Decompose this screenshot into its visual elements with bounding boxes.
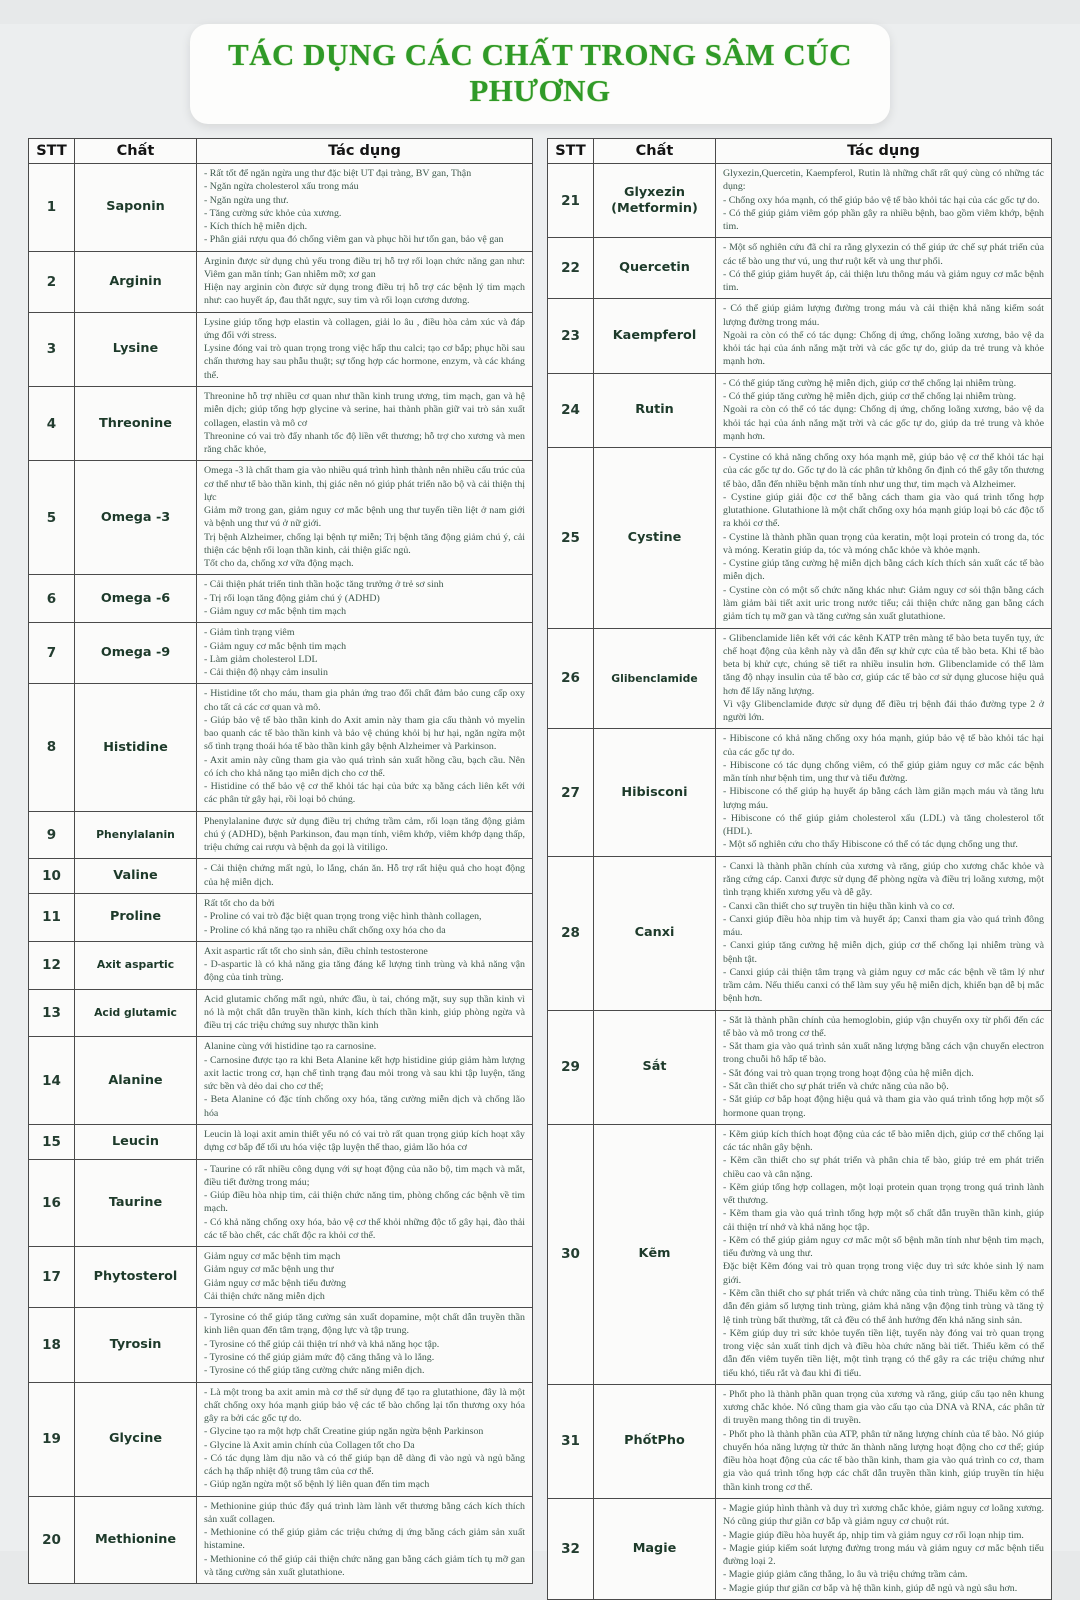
row-number: 12	[29, 941, 75, 989]
substance-name: Canxi	[594, 856, 716, 1010]
effect-line: - Canxi giúp điều hòa nhịp tim và huyết áp; Canxi tham gia vào quá trình đông máu.	[723, 913, 1044, 939]
substances-table-left	[28, 138, 533, 1584]
row-number: 17	[29, 1247, 75, 1308]
effect-line: Axit aspartic rất tốt cho sinh sản, điều chỉnh testosterone	[204, 945, 428, 957]
effect-line: - Rất tốt để ngăn ngừa ung thư đặc biệt UT đại tràng, BV gan, Thận	[204, 168, 472, 179]
table-row	[548, 373, 1052, 447]
effect-line: - Phốt pho là thành phần quan trọng của xương và răng, giúp cấu tạo nên khung xương chắc khỏe. Nó cũng tham gia vào cấu tạo của DNA và RNA, các phân tử di truyền mang thông tin di truyền.	[723, 1388, 1044, 1427]
effect-line: - Giảm tình trạng viêm	[204, 627, 295, 639]
effect-line: - Tyrosine có thể giúp tăng cường sản xuất dopamine, một chất dẫn truyền thần kinh liên quan đến tâm trạng, động lực và tập trung.	[204, 1312, 525, 1337]
effects-text	[716, 1124, 1052, 1384]
table-row	[29, 1308, 533, 1382]
effect-line: Lysine giúp tổng hợp elastin và collagen, giải lo âu , điều hòa cảm xúc và đáp ứng đối với stress.	[204, 316, 525, 341]
row-number: 30	[548, 1124, 594, 1384]
page-title: TÁC DỤNG CÁC CHẤT TRONG SÂM CÚC PHƯƠNG	[227, 37, 853, 108]
table-row	[548, 1498, 1052, 1599]
effect-line: - Ngăn ngừa cholesterol xấu trong máu	[204, 181, 359, 193]
column-header-chat: Chất	[594, 139, 716, 164]
table-row	[29, 941, 533, 989]
table-row	[548, 238, 1052, 299]
effect-line: - Taurine có rất nhiều công dụng với sự hoạt động của não bộ, tim mạch và mắt, điều tiết đường trong máu;	[204, 1163, 525, 1188]
effect-line: - Cystine còn có một số chức năng khác như: Giảm nguy cơ sỏi thận bằng cách làm giảm bài tiết axit uric trong nước tiểu; cải thiện chức năng gan bằng cách giảm tích tụ mỡ gan và tăng cường sản xuất glutathione.	[723, 584, 1044, 623]
effects-text	[197, 1308, 533, 1382]
effects-text	[197, 1125, 533, 1160]
effect-line: - Hibiscone có thể giúp hạ huyết áp bằng cách làm giãn mạch máu và tăng lưu lượng máu.	[723, 786, 1044, 811]
row-number: 8	[29, 684, 75, 811]
document-page	[0, 24, 1080, 1594]
effect-line: - Magie giúp giảm căng thẳng, lo âu và triệu chứng trầm cảm.	[723, 1569, 968, 1581]
substance-name: Rutin	[594, 373, 716, 447]
effect-line: - Giúp điều hòa nhịp tim, cải thiện chức năng tim, phòng chống các bệnh về tim mạch.	[204, 1190, 525, 1215]
effects-text	[716, 164, 1052, 238]
effect-line: - Methionine có thể giúp giảm các triệu chứng dị ứng bằng cách giảm sản xuất histamine.	[204, 1527, 525, 1552]
effect-line: - Hibiscone có thể giúp giảm cholesterol xấu (LDL) và tăng cholesterol tốt (HDL).	[723, 812, 1044, 838]
effects-text	[197, 894, 533, 942]
effects-text	[197, 461, 533, 575]
effect-line: - Glibenclamide liên kết với các kênh KATP trên màng tế bào beta tuyến tụy, ức chế hoạt động của kênh này và dẫn đến sự khử cực của tế bào beta. Khi tế bào beta bị khử cực, chúng sẽ tiết ra nhiều insulin hơn. Glibenclamide có thể làm tăng độ nhạy insulin của tế bào cơ, giúp các tế bào cơ sử dụng glucose hiệu quả hơn để lấy năng lượng.	[723, 632, 1044, 697]
effect-line: - Canxi là thành phần chính của xương và răng, giúp cho xương chắc khỏe và răng cứng cáp. Canxi được sử dụng để phòng ngừa và điều trị loãng xương, một tình trạng khiến xương yếu và dễ gãy.	[723, 860, 1044, 899]
substance-name: Phytosterol	[75, 1247, 197, 1308]
effect-line: - Có thể giúp tăng cường hệ miễn dịch, giúp cơ thể chống lại nhiễm trùng.	[723, 390, 1017, 402]
effects-text	[197, 312, 533, 386]
effects-text	[197, 1496, 533, 1584]
row-number: 27	[548, 729, 594, 856]
effects-text	[716, 1010, 1052, 1124]
table-row	[29, 989, 533, 1037]
effect-line: - Có thể giúp tăng cường hệ miễn dịch, giúp cơ thể chống lại nhiễm trùng.	[723, 377, 1017, 389]
effect-line: - Sắt cần thiết cho sự phát triển và chức năng của não bộ.	[723, 1081, 949, 1092]
row-number: 11	[29, 894, 75, 942]
effect-line: - Cải thiện phát triển tinh thần hoặc tăng trưởng ở trẻ sơ sinh	[204, 579, 444, 591]
table-row	[29, 684, 533, 811]
row-number: 16	[29, 1159, 75, 1247]
table-row	[29, 1159, 533, 1247]
effect-line: - Proline có vai trò đặc biệt quan trọng trong việc hình thành collagen,	[204, 911, 482, 923]
effects-text	[197, 859, 533, 894]
effect-line: Lysine đóng vai trò quan trọng trong việc hấp thu calci; tạo cơ bắp; phục hồi sau chấn thương hay sau phẫu thuật; sự tổng hợp các hormone, enzym, và các kháng thể.	[204, 343, 525, 381]
effect-line: - Cystine có khả năng chống oxy hóa mạnh mẽ, giúp bảo vệ cơ thể khỏi tác hại của các gốc tự do. Gốc tự do là các phân tử không ổn định có thể gây tổn thương tế bào, dẫn đến nhiều bệnh mãn tính như ung thư, tim mạch và Alzheimer.	[723, 452, 1044, 490]
effect-line: - Magie giúp điều hòa huyết áp, nhịp tim và giảm nguy cơ rối loạn nhịp tim.	[723, 1529, 1024, 1541]
substance-name: PhốtPho	[594, 1384, 716, 1498]
effect-line: - Glycine là Axit amin chính của Collagen tốt cho Da	[204, 1439, 415, 1451]
column-header-stt: STT	[548, 139, 594, 164]
row-number: 32	[548, 1498, 594, 1599]
effect-line: - Cải thiện độ nhạy cảm insulin	[204, 667, 328, 679]
effect-line: Glyxezin,Quercetin, Kaempferol, Rutin là những chất rất quý cùng có những tác dụng:	[723, 168, 1044, 193]
effect-line: Threonine hỗ trợ nhiều cơ quan như thần kinh trung ương, tim mạch, gan và hệ miễn dịch; giúp tổng hợp glycine và serine, hai thành phần giữ vai trò sản xuất collagen, elastin và mô cơ	[204, 390, 525, 429]
effect-line: Acid glutamic chống mất ngủ, nhức đầu, ù tai, chóng mặt, suy sụp thần kinh vì nó là một chất dẫn truyền thần kinh, kích thích thần kinh, giúp phòng ngừa và điều trị các triệu chứng suy nhược thần kinh	[204, 993, 525, 1032]
title-card	[190, 24, 890, 124]
substance-name: Taurine	[75, 1159, 197, 1247]
table-row	[29, 251, 533, 312]
effect-line: - Kích thích hệ miễn dịch.	[204, 221, 308, 233]
effect-line: - Sắt tham gia vào quá trình sản xuất năng lượng bằng cách vận chuyển electron trong chuỗi hô hấp tế bào.	[723, 1041, 1044, 1066]
substance-name: Leucin	[75, 1125, 197, 1160]
effect-line: - Kẽm giúp kích thích hoạt động của các tế bào miễn dịch, giúp cơ thể chống lại các tác nhân gây bệnh.	[723, 1128, 1044, 1154]
table-row	[548, 299, 1052, 373]
effects-text	[716, 448, 1052, 628]
table-row	[29, 575, 533, 623]
table-row	[29, 623, 533, 684]
row-number: 18	[29, 1308, 75, 1382]
effect-line: - Canxi giúp cải thiện tâm trạng và giảm nguy cơ mắc các bệnh về tâm lý như trầm cảm. Nếu thiếu canxi có thể làm suy yếu hệ miễn dịch, khiến bạn dễ bị mắc bệnh hơn.	[723, 966, 1044, 1005]
effect-line: - Một số nghiên cứu đã chỉ ra rằng glyxezin có thể giúp ức chế sự phát triển của các tế bào ung thư vú, ung thư ruột kết và ung thư phổi.	[723, 242, 1044, 267]
effects-text	[716, 1498, 1052, 1599]
effect-line: - Carnosine được tạo ra khi Beta Alanine kết hợp histidine giúp giảm hàm lượng axit lactic trong cơ, hạn chế tình trạng đau mỏi trong và sau khi tập luyện, tăng sức bền và dẻo dai cho cơ thể;	[204, 1054, 525, 1093]
effects-text	[197, 1159, 533, 1247]
effect-line: - Glycine tạo ra một hợp chất Creatine giúp ngăn ngừa bệnh Parkinson	[204, 1426, 484, 1438]
effect-line: Omega -3 là chất tham gia vào nhiều quá trình hình thành nên nhiều cấu trúc của cơ thể như tế bào thần kinh, thị giác nên nó giúp phát triển não bộ và cải thiện thị lực	[204, 465, 526, 503]
table-row	[548, 729, 1052, 856]
effect-line: Cải thiện chức năng miễn dịch	[204, 1290, 325, 1302]
substance-name: Cystine	[594, 448, 716, 628]
substance-name: Lysine	[75, 312, 197, 386]
effect-line: - Chống oxy hóa mạnh, có thể giúp bảo vệ tế bào khỏi tác hại của các gốc tự do.	[723, 194, 1040, 206]
effect-line: Giảm nguy cơ mắc bệnh ung thư	[204, 1264, 334, 1276]
row-number: 5	[29, 461, 75, 575]
effect-line: - D-aspartic là có khả năng gia tăng đáng kể lượng tinh trùng và khả năng vận động của tinh trùng.	[204, 959, 525, 984]
effect-line: Threonine có vai trò đẩy nhanh tốc độ liền vết thương; hỗ trợ cho xương và men răng chắc khỏe,	[204, 430, 525, 456]
column-header-tacdung: Tác dụng	[716, 139, 1052, 164]
substance-name: Phenylalanin	[75, 811, 197, 859]
row-number: 13	[29, 989, 75, 1037]
row-number: 1	[29, 164, 75, 252]
effect-line: - Tyrosine có thể giúp giảm mức độ căng thẳng và lo lắng.	[204, 1351, 435, 1363]
effect-line: - Kẽm có thể giúp giảm nguy cơ mắc một số bệnh mãn tính như bệnh tim mạch, tiểu đường và ung thư.	[723, 1234, 1044, 1260]
effect-line: - Hibiscone có khả năng chống oxy hóa mạnh, giúp bảo vệ tế bào khỏi tác hại của các gốc tự do.	[723, 733, 1044, 758]
row-number: 23	[548, 299, 594, 373]
effects-text	[197, 575, 533, 623]
header-row	[548, 139, 1052, 164]
effect-line: Hiện nay arginin còn được sử dụng trong điều trị hỗ trợ các bệnh lý tim mạch như: cao huyết áp, đau thắt ngực, suy tim và rối loạn cương dương.	[204, 282, 525, 307]
effect-line: - Phốt pho là thành phần của ATP, phân tử năng lượng chính của tế bào. Nó giúp chuyển hóa năng lượng từ thức ăn thành năng lượng hoạt động cho cơ thể; giúp điều hòa hoạt động của các tế bào thần kinh, tham gia vào quá trình co cơ, tham gia vào quá trình tổng hợp các chất dẫn truyền thần kinh, giúp truyền tín hiệu thần kinh trong cơ thể.	[723, 1428, 1044, 1493]
effect-line: - Magie giúp thư giãn cơ bắp và hệ thần kinh, giúp dễ ngủ và ngủ sâu hơn.	[723, 1582, 1018, 1594]
table-row	[29, 1247, 533, 1308]
effect-line: - Tyrosine có thể giúp tăng cường chức năng miễn dịch.	[204, 1365, 425, 1377]
substance-name: Magie	[594, 1498, 716, 1599]
row-number: 24	[548, 373, 594, 447]
substance-name: Methionine	[75, 1496, 197, 1584]
effects-text	[716, 628, 1052, 729]
row-number: 7	[29, 623, 75, 684]
substance-name: Saponin	[75, 164, 197, 252]
effects-text	[716, 299, 1052, 373]
effect-line: - Ngăn ngừa ung thư.	[204, 194, 289, 206]
row-number: 20	[29, 1496, 75, 1584]
column-header-chat: Chất	[75, 139, 197, 164]
effects-text	[197, 1382, 533, 1496]
table-row	[29, 811, 533, 859]
effects-text	[716, 1384, 1052, 1498]
effect-line: Trị bệnh Alzheimer, chống lại bệnh tự miễn; Trị bệnh tăng động giảm chú ý, cải thiện các bệnh rối loạn thần kinh, cải thiện giấc ngủ.	[204, 531, 525, 556]
substance-name: Acid glutamic	[75, 989, 197, 1037]
table-row	[29, 859, 533, 894]
effect-line: - Cystine giúp tăng cường hệ miễn dịch bằng cách kích thích sản xuất các tế bào miễn dịch.	[723, 558, 1044, 583]
substance-name: Omega -6	[75, 575, 197, 623]
table-row	[29, 894, 533, 942]
table-row	[548, 1010, 1052, 1124]
effects-text	[716, 373, 1052, 447]
table-row	[548, 1384, 1052, 1498]
effects-text	[197, 989, 533, 1037]
substance-name: Quercetin	[594, 238, 716, 299]
table-row	[29, 1382, 533, 1496]
row-number: 9	[29, 811, 75, 859]
row-number: 4	[29, 386, 75, 460]
effect-line: - Giúp ngăn ngừa một số bệnh lý liên quan đến tim mạch	[204, 1479, 430, 1491]
substances-table-right	[547, 138, 1052, 1600]
header-row	[29, 139, 533, 164]
effects-text	[716, 729, 1052, 856]
column-header-tacdung: Tác dụng	[197, 139, 533, 164]
table-row	[548, 164, 1052, 238]
effects-text	[197, 1247, 533, 1308]
row-number: 21	[548, 164, 594, 238]
effect-line: Ngoài ra còn có thể có tác dụng: Chống dị ứng, chống loãng xương, bảo vệ da khỏi tác hại của ánh nắng mặt trời và các gốc tự do, giúp da trẻ trung và khỏe mạnh hơn.	[723, 404, 1044, 442]
effect-line: Alanine cùng với histidine tạo ra carnosine.	[204, 1041, 377, 1053]
effect-line: Tốt cho da, chống xơ vữa động mạch.	[204, 558, 354, 570]
substance-name: Valine	[75, 859, 197, 894]
effect-line: - Là một trong ba axit amin mà cơ thể sử dụng để tạo ra glutathione, đây là một chất chống oxy hóa mạnh giúp bảo vệ các tế bào chống lại tổn thương oxy hóa gây ra bởi các gốc tự do.	[204, 1386, 525, 1425]
effect-line: - Giúp bảo vệ tế bào thần kinh do Axit amin này tham gia cấu thành vỏ myelin bao quanh các tế bào thần kinh và bảo vệ chúng khỏi bị hư hại, ngăn ngừa một số tình trạng thoái hóa tế bào thần kinh gây bệnh Alzheimer và Parkinson.	[204, 714, 525, 753]
effect-line: - Phân giải rượu qua đó chống viêm gan và phục hồi hư tổn gan, bảo vệ gan	[204, 234, 504, 246]
substance-name: Glycine	[75, 1382, 197, 1496]
effect-line: - Có tác dụng làm dịu não và có thể giúp bạn dễ dàng đi vào ngủ và ngủ bằng cách hạ thấp nhiệt độ trung tâm của cơ thể.	[204, 1452, 525, 1478]
row-number: 6	[29, 575, 75, 623]
effects-text	[197, 811, 533, 859]
effect-line: - Cystine giúp giải độc cơ thể bằng cách tham gia vào quá trình tổng hợp glutathione. Glutathione là một chất chống oxy hóa mạnh giúp loại bỏ các độc tố ra khỏi cơ thể.	[723, 491, 1044, 530]
effect-line: - Sắt đóng vai trò quan trọng trong hoạt động của hệ miễn dịch.	[723, 1067, 974, 1079]
effect-line: - Giảm nguy cơ mắc bệnh tim mạch	[204, 640, 347, 652]
tables-container	[0, 138, 1080, 1600]
row-number: 31	[548, 1384, 594, 1498]
effect-line: Phenylalanine được sử dụng điều trị chứng trầm cảm, rối loạn tăng động giảm chú ý (ADHD), bệnh Parkinson, đau mạn tính, viêm khớp, viêm khớp dạng thấp, triệu chứng cai rượu và bệnh da gọi là vitiligo.	[204, 815, 525, 854]
effect-line: Ngoài ra còn có thể có tác dụng: Chống dị ứng, chống loãng xương, bảo vệ da khỏi tác hại của ánh nắng mặt trời và các gốc tự do, giúp da trẻ trung và khỏe mạnh hơn.	[723, 329, 1044, 368]
effect-line: - Cải thiện chứng mất ngủ, lo lắng, chán ăn. Hỗ trợ rất hiệu quả cho hoạt động của hệ miễn dịch.	[204, 863, 525, 888]
effect-line: Giảm nguy cơ mắc bệnh tiểu đường	[204, 1277, 346, 1289]
effect-line: - Có thể giúp giảm huyết áp, cải thiện lưu thông máu và giảm nguy cơ mắc bệnh tim.	[723, 268, 1044, 294]
row-number: 26	[548, 628, 594, 729]
effect-line: - Magie giúp kiểm soát lượng đường trong máu và giảm nguy cơ mắc bệnh tiểu đường loại 2.	[723, 1542, 1044, 1568]
effect-line: - Cystine là thành phần quan trọng của keratin, một loại protein có trong da, tóc và móng. Keratin giúp da, tóc và móng chắc khỏe và khỏe mạnh.	[723, 531, 1044, 556]
effect-line: - Proline có khả năng tạo ra nhiều chất chống oxy hóa cho da	[204, 924, 446, 936]
effects-text	[716, 856, 1052, 1010]
effect-line: Giảm nguy cơ mắc bệnh tim mạch	[204, 1251, 341, 1263]
effect-line: - Kẽm tham gia vào quá trình tổng hợp một số chất dẫn truyền thần kinh, giúp cải thiện trí nhớ và khả năng học tập.	[723, 1208, 1044, 1233]
effect-line: - Có khả năng chống oxy hóa, bảo vệ cơ thể khỏi những độc tố gây hại, đào thải các tế bào chết, các chất độc ra khỏi cơ thể.	[204, 1216, 525, 1241]
effect-line: - Histidine có thể bảo vệ cơ thể khỏi tác hại của bức xạ bằng cách liên kết với các phân tử gây hại, rồi loại bỏ chúng.	[204, 781, 525, 806]
table-row	[29, 1496, 533, 1584]
substance-name: Glibenclamide	[594, 628, 716, 729]
substance-name: Omega -3	[75, 461, 197, 575]
effect-line: - Giảm nguy cơ mắc bệnh tim mạch	[204, 605, 347, 617]
substance-name: Omega -9	[75, 623, 197, 684]
row-number: 15	[29, 1125, 75, 1160]
substance-name: Alanine	[75, 1037, 197, 1125]
effect-line: - Methionine có thể giúp cải thiện chức năng gan bằng cách giảm tích tụ mỡ gan và tăng cường sản xuất glutathione.	[204, 1553, 525, 1578]
effect-line: - Kẽm cần thiết cho sự phát triển và chức năng của tinh trùng. Thiếu kẽm có thể dẫn đến giảm số lượng tinh trùng, giảm khả năng vận động tinh trùng và tăng tỷ lệ tinh trùng bất thường, tất cả đều có thể ảnh hưởng đến khả năng sinh sản.	[723, 1287, 1044, 1326]
substance-name: Tyrosin	[75, 1308, 197, 1382]
substance-name: Glyxezin (Metformin)	[594, 164, 716, 238]
effect-line: Vì vậy Glibenclamide được sử dụng để điều trị bệnh đái tháo đường type 2 ở người lớn.	[723, 698, 1044, 724]
row-number: 2	[29, 251, 75, 312]
table-row	[548, 1124, 1052, 1384]
effect-line: Đặc biệt Kẽm đóng vai trò quan trọng trong việc duy trì sức khỏe sinh lý nam giới.	[723, 1261, 1044, 1286]
effect-line: - Kẽm cần thiết cho sự phát triển và phân chia tế bào, giúp trẻ em phát triển chiều cao và cân nặng.	[723, 1155, 1044, 1180]
effects-text	[197, 386, 533, 460]
row-number: 19	[29, 1382, 75, 1496]
table-row	[29, 1037, 533, 1125]
substance-name: Axit aspartic	[75, 941, 197, 989]
table-row	[29, 386, 533, 460]
row-number: 3	[29, 312, 75, 386]
effect-line: - Có thể giúp giảm viêm góp phần gây ra nhiều bệnh, bao gồm viêm khớp, bệnh tim.	[723, 207, 1044, 233]
effect-line: Giảm mỡ trong gan, giảm nguy cơ mắc bệnh ung thư tuyến tiền liệt ở nam giới và bệnh ung thư vú ở nữ giới.	[204, 505, 525, 530]
effects-text	[716, 238, 1052, 299]
table-row	[548, 856, 1052, 1010]
substance-name: Sắt	[594, 1010, 716, 1124]
effects-text	[197, 251, 533, 312]
table-row	[29, 164, 533, 252]
effect-line: - Sắt là thành phần chính của hemoglobin, giúp vận chuyển oxy từ phổi đến các tế bào và mô trong cơ thể.	[723, 1014, 1044, 1039]
effect-line: - Một số nghiên cứu cho thấy Hibiscone có thể có tác dụng chống ung thư.	[723, 839, 1018, 851]
effect-line: Arginin được sử dụng chủ yếu trong điều trị hỗ trợ rối loạn chức năng gan như: Viêm gan mãn tính; Gan nhiễm mỡ; xơ gan	[204, 255, 525, 280]
substance-name: Arginin	[75, 251, 197, 312]
effect-line: - Canxi giúp tăng cường hệ miễn dịch, giúp cơ thể chống lại nhiễm trùng và bệnh tật.	[723, 940, 1044, 965]
effect-line: - Tăng cường sức khỏe của xương.	[204, 207, 342, 219]
row-number: 10	[29, 859, 75, 894]
substance-name: Threonine	[75, 386, 197, 460]
effect-line: - Có thể giúp giảm lượng đường trong máu và cải thiện khả năng kiểm soát lượng đường trong máu.	[723, 303, 1044, 328]
effect-line: Leucin là loại axit amin thiết yếu nó có vai trò rất quan trọng giúp kích hoạt xây dựng cơ bắp để tối ưu hóa việc tập luyện thể thao, giảm lão hóa cơ	[204, 1129, 525, 1154]
effect-line: - Làm giảm cholesterol LDL	[204, 653, 318, 665]
substance-name: Kaempferol	[594, 299, 716, 373]
table-row	[29, 1125, 533, 1160]
table-row	[548, 448, 1052, 628]
effects-text	[197, 684, 533, 811]
effects-text	[197, 623, 533, 684]
effect-line: - Axit amin này cũng tham gia vào quá trình sản xuất hồng cầu, bạch cầu. Nên có ích cho khả năng tạo miễn dịch cho cơ thể.	[204, 754, 525, 779]
effect-line: - Kẽm giúp duy trì sức khỏe tuyến tiền liệt, tuyến này đóng vai trò quan trọng trong việc sản xuất tinh dịch và điều hòa chức năng bài tiết. Thiếu kẽm có thể dẫn đến viêm tuyến tiền liệt, một tình trạng có thể gây ra các triệu chứng như tiểu khó, tiểu rắt và đau khi đi tiểu.	[723, 1327, 1044, 1379]
row-number: 28	[548, 856, 594, 1010]
effect-line: - Kẽm giúp tổng hợp collagen, một loại protein quan trọng trong quá trình lành vết thương.	[723, 1181, 1044, 1207]
table-row	[548, 628, 1052, 729]
row-number: 29	[548, 1010, 594, 1124]
effect-line: - Tyrosine có thể giúp cải thiện trí nhớ và khả năng học tập.	[204, 1338, 440, 1350]
row-number: 22	[548, 238, 594, 299]
effect-line: - Sắt giúp cơ bắp hoạt động hiệu quả và tham gia vào quá trình tổng hợp một số hormone quan trọng.	[723, 1094, 1044, 1119]
row-number: 25	[548, 448, 594, 628]
effects-text	[197, 1037, 533, 1125]
substance-name: Histidine	[75, 684, 197, 811]
effects-text	[197, 164, 533, 252]
table-row	[29, 312, 533, 386]
column-header-stt: STT	[29, 139, 75, 164]
effect-line: - Histidine tốt cho máu, tham gia phản ứng trao đổi chất đảm bảo cung cấp oxy cho tất cả các cơ quan và mô.	[204, 688, 525, 713]
effect-line: - Trị rối loạn tăng động giảm chú ý (ADHD)	[204, 592, 380, 604]
effect-line: - Methionine giúp thúc đẩy quá trình làm lành vết thương bằng cách kích thích sản xuất collagen.	[204, 1500, 525, 1525]
effect-line: - Hibiscone có tác dụng chống viêm, có thể giúp giảm nguy cơ mắc các bệnh mãn tính như bệnh tim, ung thư và tiểu đường.	[723, 759, 1044, 785]
substance-name: Proline	[75, 894, 197, 942]
table-row	[29, 461, 533, 575]
substance-name: Hibisconi	[594, 729, 716, 856]
effect-line: Rất tốt cho da bởi	[204, 898, 275, 910]
substance-name: Kẽm	[594, 1124, 716, 1384]
effect-line: - Canxi cần thiết cho sự truyền tin hiệu thần kinh và co cơ.	[723, 900, 955, 912]
row-number: 14	[29, 1037, 75, 1125]
effect-line: - Magie giúp hình thành và duy trì xương chắc khỏe, giảm nguy cơ loãng xương. Nó cũng giúp thư giãn cơ bắp và giảm nguy cơ chuột rút.	[723, 1502, 1044, 1528]
effect-line: - Beta Alanine có đặc tính chống oxy hóa, tăng cường miễn dịch và chống lão hóa	[204, 1094, 525, 1119]
effects-text	[197, 941, 533, 989]
